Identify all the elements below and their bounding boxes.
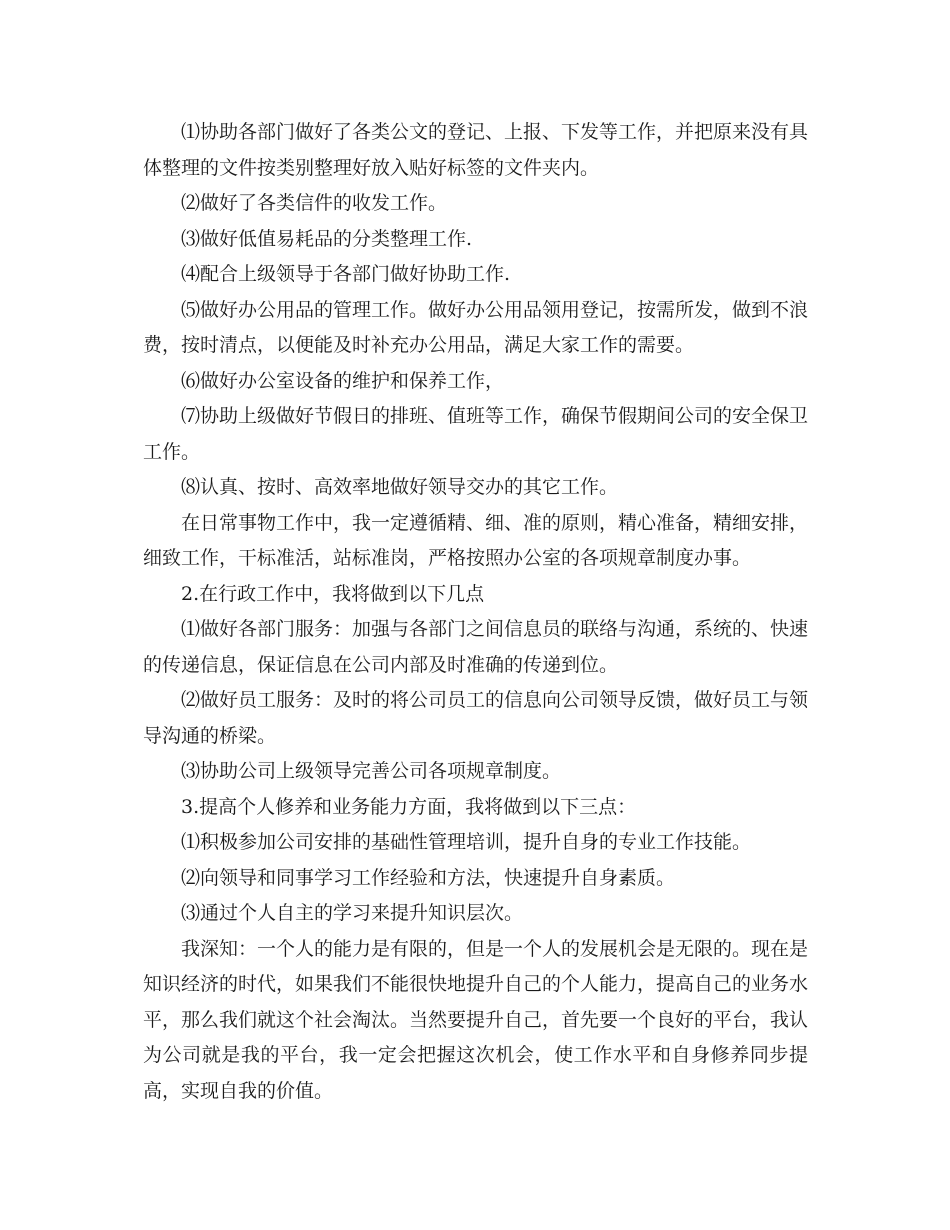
paragraph-admin-2: ⑵做好员工服务：及时的将公司员工的信息向公司领导反馈，做好员工与领导沟通的桥梁。 <box>143 689 809 747</box>
paragraph-conclusion: 我深知：一个人的能力是有限的，但是一个人的发展机会是无限的。现在是知识经济的时代，如果我们不能很快地提升自己的个人能力，提高自己的业务水平，那么我们就这个社会淘汰。当然要提升自己，首先要一个良好的平台，我认为公司就是我的平台，我一定会把握这次机会，使工作水平和自身修养同步提高，实现自我的价值。 <box>143 937 809 1102</box>
paragraph-improve-2: ⑵向领导和同事学习工作经验和方法，快速提升自身素质。 <box>181 866 676 889</box>
paragraph-improve-3: ⑶通过个人自主的学习来提升知识层次。 <box>181 902 524 924</box>
paragraph-task-4: ⑷配合上级领导于各部门做好协助工作. <box>181 263 511 285</box>
paragraph-task-2: ⑵做好了各类信件的收发工作。 <box>181 192 448 214</box>
paragraph-daily-work: 在日常事物工作中，我一定遵循精、细、准的原则，精心准备，精细安排，细致工作，干标准活，站标准岗，严格按照办公室的各项规章制度办事。 <box>143 511 809 569</box>
paragraph-task-8: ⑻认真、按时、高效率地做好领导交办的其它工作。 <box>181 476 619 498</box>
document-body <box>143 115 808 1109</box>
paragraph-task-7: ⑺协助上级做好节假日的排班、值班等工作，确保节假期间公司的安全保卫工作。 <box>143 405 809 463</box>
paragraph-task-6: ⑹做好办公室设备的维护和保养工作， <box>181 369 505 392</box>
section-heading-admin: 2.在行政工作中，我将做到以下几点 <box>181 582 485 605</box>
paragraph-admin-3: ⑶协助公司上级领导完善公司各项规章制度。 <box>181 760 562 782</box>
paragraph-task-3: ⑶做好低值易耗品的分类整理工作. <box>181 227 473 250</box>
paragraph-admin-1: ⑴做好各部门服务：加强与各部门之间信息员的联络与沟通，系统的、快速的传递信息，保证信息在公司内部及时准确的传递到位。 <box>143 618 809 676</box>
paragraph-task-5: ⑸做好办公用品的管理工作。做好办公用品领用登记，按需所发，做到不浪费，按时清点，以便能及时补充办公用品，满足大家工作的需要。 <box>143 298 809 356</box>
paragraph-task-1: ⑴协助各部门做好了各类公文的登记、上报、下发等工作，并把原来没有具体整理的文件按类别整理好放入贴好标签的文件夹内。 <box>143 121 809 179</box>
section-heading-self-improvement: 3.提高个人修养和业务能力方面，我将做到以下三点： <box>181 795 637 818</box>
paragraph-improve-1: ⑴积极参加公司安排的基础性管理培训，提升自身的专业工作技能。 <box>181 831 752 853</box>
